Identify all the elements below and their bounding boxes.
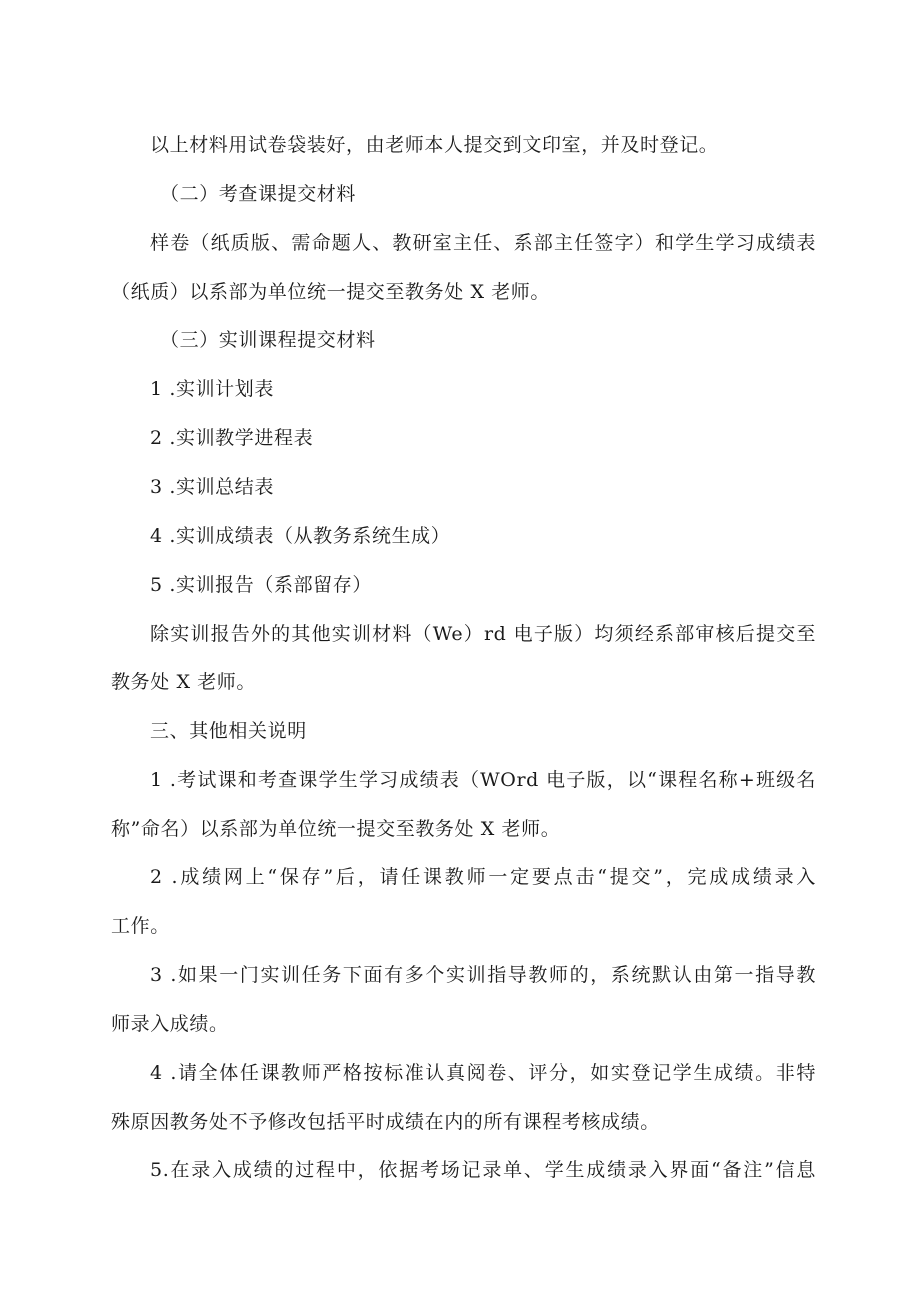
list-item: 2 .实训教学进程表: [150, 427, 314, 449]
list-item: 4 .实训成绩表（从教务系统生成）: [150, 525, 451, 547]
section-heading: （二）考查课提交材料: [160, 183, 357, 205]
paragraph-line: 殊原因教务处不予修改包括平时成绩在内的所有课程考核成绩。: [111, 1111, 660, 1133]
paragraph-line: 4 .请全体任课教师严格按标准认真阅卷、评分，如实登记学生成绩。非特: [150, 1062, 816, 1084]
paragraph-line: 样卷（纸质版、需命题人、教研室主任、系部主任签字）和学生学习成绩表: [150, 232, 816, 254]
paragraph-line: 工作。: [111, 915, 170, 937]
paragraph-line: 1 .考试课和考查课学生学习成绩表（WOrd 电子版，以“课程名称+班级名: [150, 769, 816, 791]
list-item: 3 .实训总结表: [150, 476, 274, 498]
list-item: 1 .实训计划表: [150, 378, 274, 400]
list-item: 5 .实训报告（系部留存）: [150, 574, 372, 596]
paragraph-line: 以上材料用试卷袋装好，由老师本人提交到文印室，并及时登记。: [150, 134, 719, 156]
paragraph-line: 除实训报告外的其他实训材料（We）rd 电子版）均须经系部审核后提交至: [150, 623, 816, 645]
paragraph-line: 师录入成绩。: [111, 1013, 229, 1035]
paragraph-line: 2 .成绩网上“保存”后，请任课教师一定要点击“提交”，完成成绩录入: [150, 866, 816, 888]
paragraph-line: （纸质）以系部为单位统一提交至教务处 X 老师。: [111, 281, 551, 303]
paragraph-line: 5.在录入成绩的过程中，依据考场记录单、学生成绩录入界面“备注”信息: [150, 1159, 816, 1181]
paragraph-line: 称”命名）以系部为单位统一提交至教务处 X 老师。: [111, 818, 561, 840]
paragraph-line: 3 .如果一门实训任务下面有多个实训指导教师的，系统默认由第一指导教: [150, 964, 816, 986]
section-heading: （三）实训课程提交材料: [160, 329, 376, 351]
paragraph-line: 教务处 X 老师。: [111, 671, 257, 693]
section-heading: 三、其他相关说明: [150, 720, 307, 742]
